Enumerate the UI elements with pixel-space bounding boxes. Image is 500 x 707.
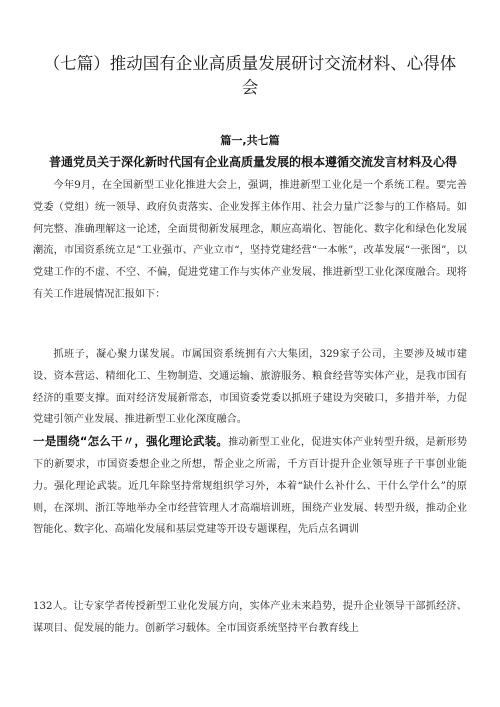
body-paragraph-2: 抓班子，凝心聚力谋发展。市属国资系统拥有六大集团，329家子公司，主要涉及城市建设、资本营运、精细化工、生物制造、交通运输、旅游服务、粮食经营等实体产业，是我市国有经济的重要支撑。面对经济发展新常态，市国资委党委以抓班子建设为突破口，多措并举，力促党建引领产业发展、推进新型工业化深度融合。 — [33, 349, 467, 426]
document-title: （七篇）推动国有企业高质量发展研讨交流材料、心得体会 — [43, 54, 457, 97]
paragraph-3-lead: 一是围绕“怎么干〃，强化理论武装。 — [33, 434, 229, 449]
paragraph-3-text: 推动新型工业化，促进实体产业转型升级，是新形势下的新要求，市国资委想企业之所想，帮企业之所需，千方百计提升企业领导班子干事创业能力。强化理论武装。近几年除坚持常规组织学习外，本着“缺什么补什么、干什么学什么”的原则，在深圳、浙江等地举办全市经营管理人才高端培训班，围绕产业发展、转型升级，推动企业智能化、数字化、高端化发展和基层党建等开设专题课程，先后点名调训 — [33, 437, 468, 536]
body-paragraph-4: 132人。让专家学者传授新型工业化发展方向，实体产业未来趋势，提升企业领导干部抓经济、谋项目、促发展的能力。创新学习载体。全市国资系统坚持平台教育线上 — [33, 601, 467, 634]
body-paragraph-1: 今年9月，在全国新型工业化推进大会上，强调，推进新型工业化是一个系统工程。要完善党委（党组）统一领导、政府负责落实、企业发挥主体作用、社会力量广泛参与的工作格局。如何完整、准确理解这一论述，全面贯彻新发展理念，顺应高端化、智能化、数字化和绿色化发展潮流，市国资系统立足”工业强市、产业立市“，坚持党建经营“一本帐”，改革发展“一张图”，以党建工作的不虚、不空、不偏，促进党建工作与实体产业发展、推进新型工业化深度融合。现将有关工作进展情况汇报如下： — [33, 180, 467, 300]
body-paragraph-2-group — [33, 344, 467, 541]
article-heading: 普通党员关于深化新时代国有企业高质量发展的根本遵循交流发言材料及心得 — [48, 155, 457, 169]
section-label: 篇一,共七篇 — [220, 134, 280, 147]
